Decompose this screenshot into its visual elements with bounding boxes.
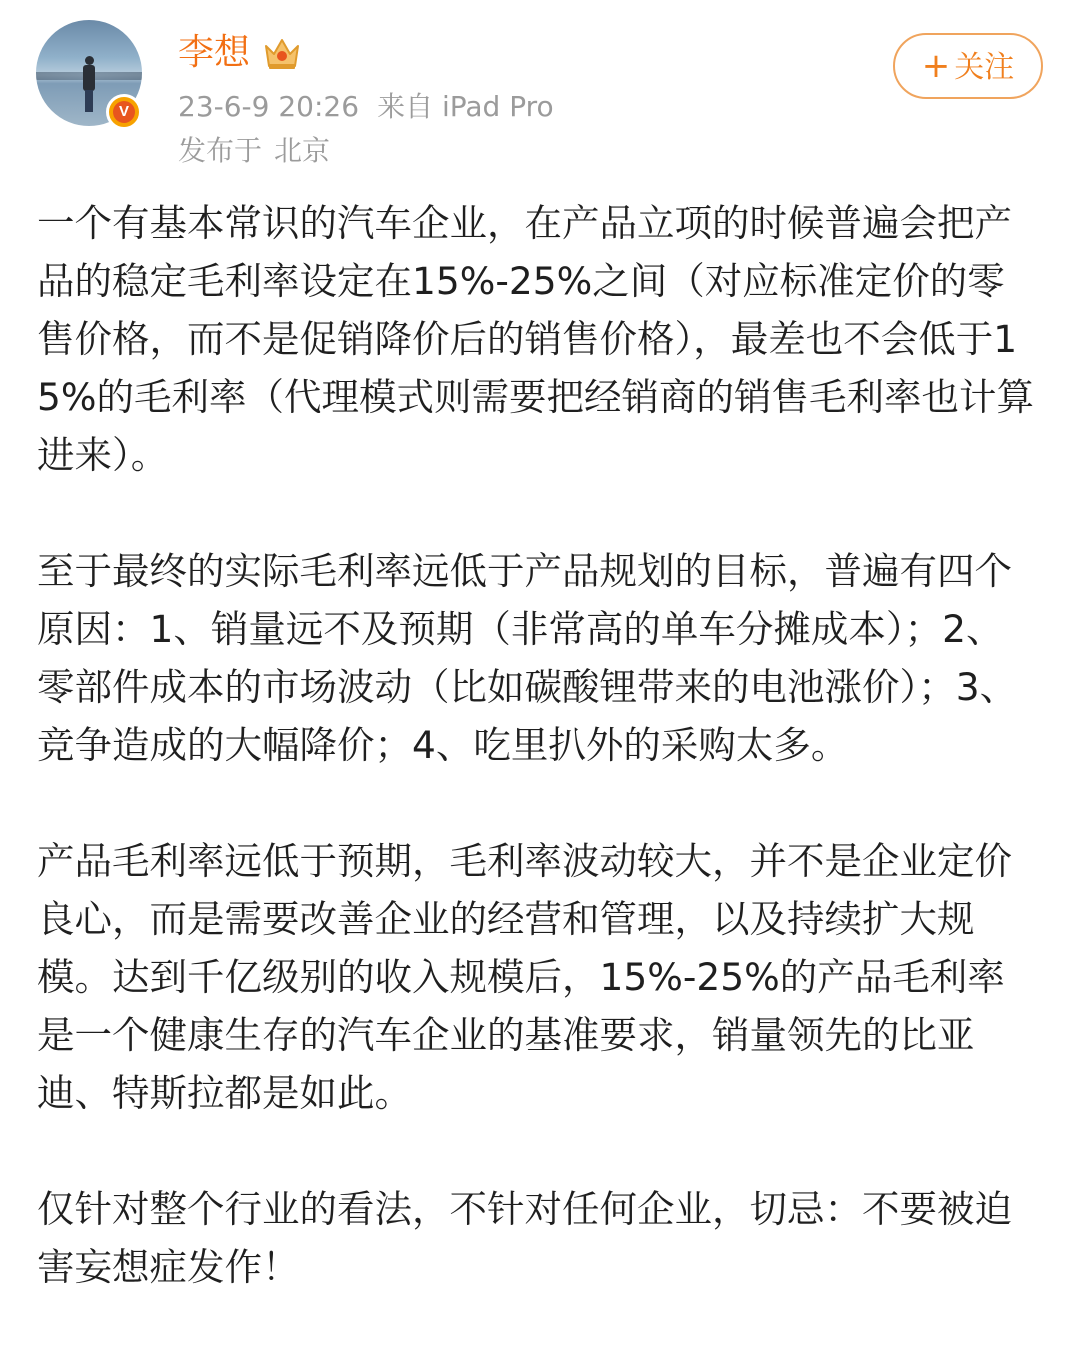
avatar-person bbox=[83, 56, 95, 112]
verified-mark: V bbox=[113, 101, 135, 123]
post-meta bbox=[178, 88, 572, 126]
post-paragraph: 产品毛利率远低于预期，毛利率波动较大，并不是企业定价良心，而是需要改善企业的经营和管理，以及持续扩大规模。达到千亿级别的收入规模后，15%-25%的产品毛利率是一个健康生存的汽车企业的基准要求，销量领先的比亚迪、特斯拉都是如此。 bbox=[37, 839, 1012, 1115]
post-location bbox=[178, 132, 342, 170]
post-paragraph: 一个有基本常识的汽车企业，在产品立项的时候普遍会把产品的稳定毛利率设定在15%-25%之间（对应标准定价的零售价格，而不是促销降价后的销售价格），最差也不会低于15%的毛利率（代理模式则需要把经销商的销售毛利率也计算进来）。 bbox=[37, 201, 1034, 477]
username[interactable]: 李想 bbox=[178, 32, 251, 73]
location-name[interactable]: 北京 bbox=[274, 134, 331, 167]
crown-icon bbox=[262, 36, 302, 72]
post-paragraph: 仅针对整个行业的看法，不针对任何企业，切忌：不要被迫害妄想症发作！ bbox=[37, 1187, 1012, 1289]
post-paragraph: 至于最终的实际毛利率远低于产品规划的目标，普遍有四个原因：1、销量远不及预期（非常高的单车分摊成本）；2、零部件成本的市场波动（比如碳酸锂带来的电池涨价）；3、竞争造成的大幅降价；4、吃里扒外的采购太多。 bbox=[37, 549, 1018, 767]
verified-badge-icon bbox=[106, 94, 142, 130]
follow-button[interactable] bbox=[893, 33, 1043, 99]
post-body bbox=[37, 194, 1037, 1296]
plus-icon: + bbox=[921, 46, 951, 86]
location-prefix: 发布于 bbox=[178, 134, 263, 167]
post-timestamp: 23-6-9 20:26 bbox=[178, 90, 360, 123]
follow-label: 关注 bbox=[954, 50, 1015, 85]
post-source[interactable]: 来自 iPad Pro bbox=[377, 90, 554, 123]
